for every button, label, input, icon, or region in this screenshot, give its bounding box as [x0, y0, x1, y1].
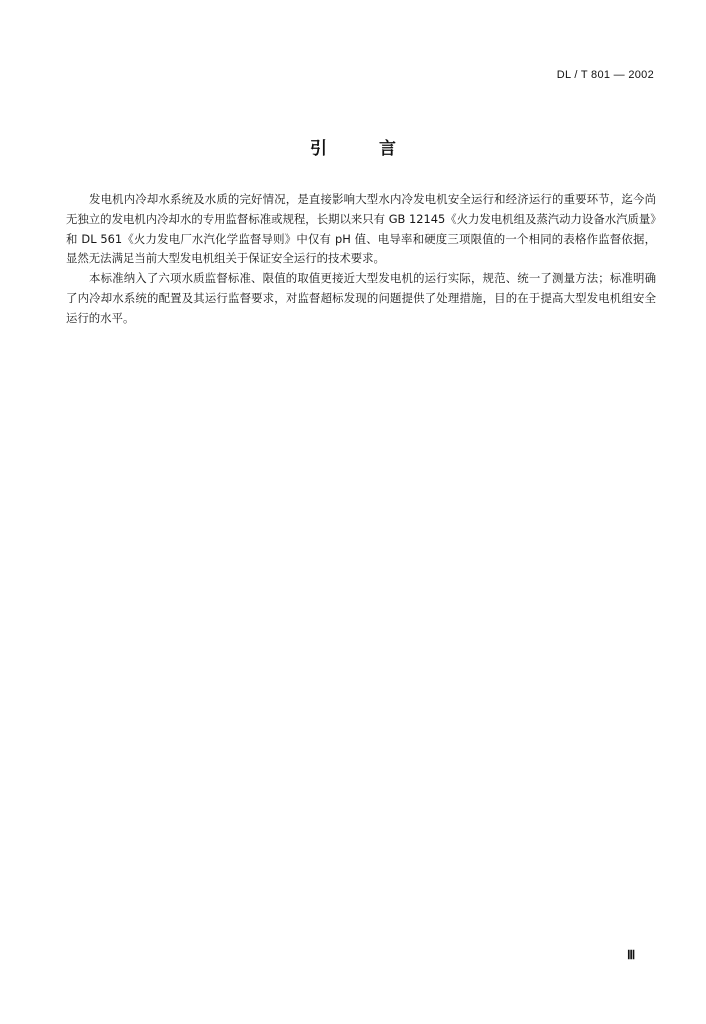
- page-number: Ⅲ: [627, 948, 636, 962]
- body-text: [66, 190, 656, 329]
- paragraph-2: 本标准纳入了六项水质监督标准、限值的取值更接近大型发电机的运行实际，规范、统一了测量方法；标准明确了内冷却水系统的配置及其运行监督要求，对监督超标发现的问题提供了处理措施，目的在于提高大型发电机组安全运行的水平。: [66, 271, 656, 325]
- page-title: 引言: [310, 139, 448, 159]
- standard-number: DL / T 801 — 2002: [556, 69, 654, 81]
- paragraph-1: 发电机内冷却水系统及水质的完好情况，是直接影响大型水内冷发电机安全运行和经济运行的重要环节，迄今尚无独立的发电机内冷却水的专用监督标准或规程，长期以来只有 GB 12145《火力发电机组及蒸汽动力设备水汽质量》和 DL 561《火力发电厂水汽化学监督导则》中仅有 pH 值、电导率和硬度三项限值的一个相同的表格作监督依据，显然无法满足当前大型发电机组关于保证安全运行的技术要求。: [66, 192, 656, 266]
